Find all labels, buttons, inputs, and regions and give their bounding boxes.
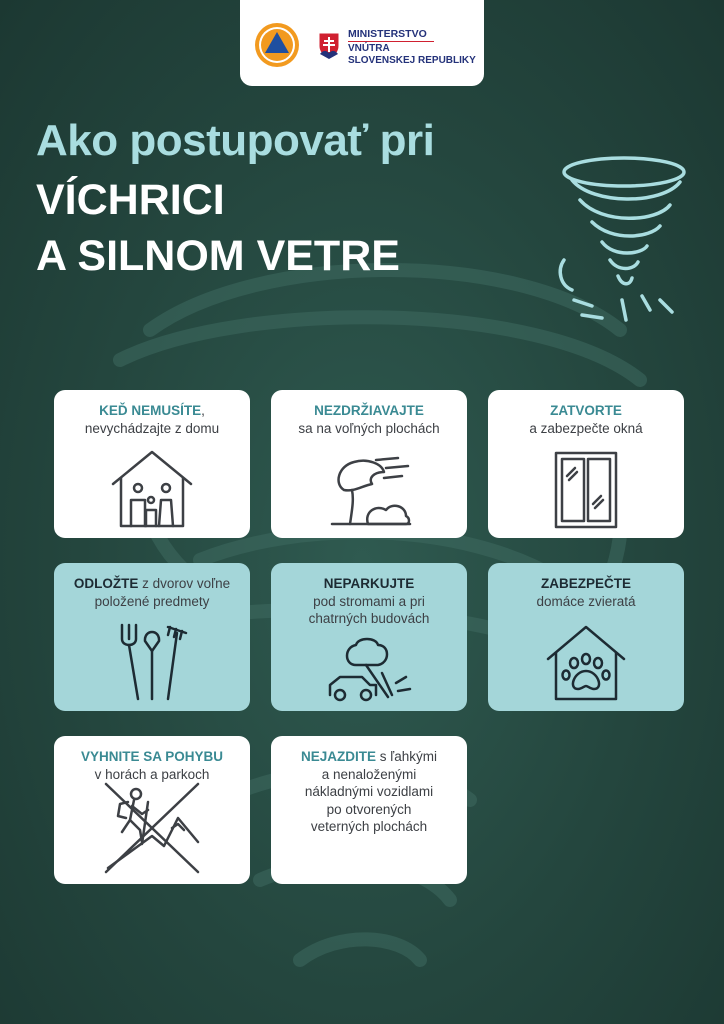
card-text-5: veterných plochách — [310, 819, 428, 834]
card-keyword: KEĎ NEMUSÍTE — [99, 403, 202, 418]
card-no-driving — [271, 736, 467, 884]
card-text-2: sa na voľných plochách — [298, 420, 440, 436]
card-text — [62, 748, 242, 783]
card-text — [62, 402, 242, 437]
card-text-2: nevychádzajte z domu — [84, 420, 220, 436]
garden-tools-icon — [112, 621, 192, 703]
card-text — [279, 575, 459, 628]
title-line-3: A SILNOM VETRE — [36, 232, 400, 280]
tree-on-car-icon — [326, 637, 412, 703]
no-hiking-icon — [102, 780, 202, 876]
card-stay-home — [54, 390, 250, 538]
card-text-2: a zabezpečte okná — [529, 420, 643, 436]
card-text-1: s ľahkými — [376, 749, 437, 764]
card-no-parking — [271, 563, 467, 711]
ministry-line-3: SLOVENSKEJ REPUBLIKY — [348, 55, 476, 66]
card-text — [279, 748, 459, 836]
card-keyword: ZATVORTE — [550, 403, 622, 418]
pet-house-icon — [544, 623, 628, 703]
house-family-icon — [109, 448, 195, 530]
card-text-4: po otvorených — [326, 801, 412, 817]
card-text — [496, 402, 676, 437]
card-text-2: v horách a parkoch — [94, 766, 210, 782]
card-text-2: domáce zvieratá — [536, 593, 636, 609]
slovak-crest-icon — [318, 32, 340, 60]
card-keyword: ZABEZPEČTE — [540, 576, 631, 591]
card-windows — [488, 390, 684, 538]
wind-tree-icon — [324, 450, 414, 530]
card-text-3: chatrných budovách — [308, 611, 430, 626]
card-pets — [488, 563, 684, 711]
card-text — [62, 575, 242, 610]
card-keyword: NEPARKUJTE — [323, 576, 415, 591]
card-keyword: NEJAZDITE — [301, 749, 377, 764]
title-line-1: Ako postupovať pri — [36, 116, 435, 165]
card-text-1: z dvorov voľne — [138, 576, 231, 591]
window-icon — [553, 450, 619, 530]
card-text — [279, 402, 459, 437]
card-keyword: ODLOŽTE — [73, 576, 139, 591]
card-text-2: položené predmety — [94, 593, 210, 609]
card-text-2: a nenaloženými — [321, 766, 417, 782]
title-line-2: VÍCHRICI — [36, 176, 225, 224]
ministry-line-1: MINISTERSTVO — [348, 28, 434, 42]
card-keyword: VYHNITE SA POHYBU — [80, 749, 224, 764]
ministry-name — [348, 28, 476, 67]
header-logo-bar — [240, 0, 484, 86]
ministry-line-2: VNÚTRA — [348, 43, 390, 54]
card-avoid-mountains — [54, 736, 250, 884]
card-text-3: nákladnými vozidlami — [304, 784, 434, 799]
card-store-objects — [54, 563, 250, 711]
tornado-icon — [552, 150, 702, 330]
card-text-1: , — [201, 403, 205, 418]
card-text-2: pod stromami a pri — [313, 593, 425, 609]
card-open-spaces — [271, 390, 467, 538]
civil-protection-logo-icon — [254, 22, 300, 68]
card-keyword: NEZDRŽIAVAJTE — [314, 403, 424, 418]
card-text — [496, 575, 676, 610]
